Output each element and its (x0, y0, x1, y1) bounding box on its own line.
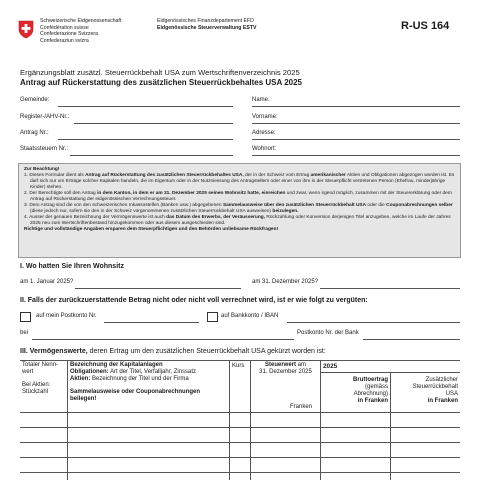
department-name: Eidgenössisches Finanzdepartement EFD (157, 18, 254, 24)
field-line-gemeinde[interactable] (58, 106, 233, 107)
table-row[interactable] (20, 442, 460, 443)
col-zusatz-header: Zusätzlicher Steuerrückbehalt USA in Franken (412, 377, 458, 404)
notice-item-1: 1. Dieses Formular dient als Antrag auf Rückerstattung des zusätzlichen Steuerrückbehaltes USA, der in der Schweiz vom Ertrag amerikanischer Aktien und Obligationen abgezogen worden ist. Es darf sich nur um Erträge solcher Kapitalen handeln, die im Eigentum oder in der Nutzniessung des Antragstellers oder einer von ihm in der Steuerpflicht vertretenen Person (Ehefrau, minderjährige Kinder) stehen. (24, 173, 455, 190)
notice-box (18, 163, 461, 258)
bankkonto-checkbox[interactable] (207, 312, 218, 322)
residence-dec-line[interactable] (320, 288, 460, 289)
section1-heading: I. Wo hatten Sie Ihren Wohnsitz (20, 263, 124, 270)
field-label-staatssteuern: Staatssteuern Nr.: (20, 146, 69, 152)
field-line-staatssteuern[interactable] (70, 155, 233, 156)
field-line-adresse[interactable] (252, 139, 460, 140)
section2-heading: II. Falls der zurückzuerstattende Betrag nicht oder nicht voll verrechnet wird, ist er wie folgt zu vergüten: (20, 297, 368, 304)
form-code: R-US 164 (401, 20, 450, 32)
section3-heading: III. Vermögenswerte, deren Ertrag um den zusätzlichen Steuerrückbehalt USA gekürzt worden ist: (20, 348, 326, 355)
form-title: Antrag auf Rückerstattung des zusätzlichen Steuerrückbehaltes USA 2025 (20, 78, 303, 87)
notice-item-4: 4. Ausser der genauen Bezeichnung der Vermögenswerte ist auch das Datum des Erwerbs, der Veräusserung, Rückzahlung oder Konversion derjenigen Titel anzugeben, welche im Laufe der Jahres 2025 neu zum Wertschriftenbestand hinzugekommen oder aus diesem ausgeschieden sind. (24, 215, 451, 226)
confed-de: Schweizerische Eidgenossenschaft (40, 18, 122, 24)
col-steuerwert-header: Steuerwert am 31. Dezember 2025 (259, 362, 312, 375)
field-label-antrag: Antrag Nr.: (20, 130, 49, 136)
notice-heading: Zur Beachtung! (24, 167, 60, 172)
postkonto-checkbox[interactable] (20, 312, 31, 322)
table-row[interactable] (20, 427, 460, 428)
office-name: Eidgenössische Steuerverwaltung ESTV (157, 24, 257, 31)
field-label-name: Name: (252, 97, 270, 103)
bankkonto-line[interactable] (287, 322, 460, 323)
confed-it: Confederazione Svizzera (40, 31, 98, 38)
col-franken-label: Franken (290, 404, 313, 410)
col-brutto-header: Bruttoertrag (gemäss Abrechnung) in Franken (352, 377, 388, 404)
field-line-vorname[interactable] (252, 123, 460, 124)
field-label-gemeinde: Gemeinde: (20, 97, 50, 103)
swiss-coat-of-arms-icon (18, 20, 34, 39)
table-top-rule (20, 360, 460, 361)
bankkonto-label: auf Bankkonto / IBAN (221, 313, 279, 319)
residence-dec-label: am 31. Dezember 2025? (252, 279, 319, 285)
bank-name-label: bei (20, 330, 29, 336)
table-row[interactable] (20, 457, 460, 458)
residence-jan-label: am 1. Januar 2025? (20, 279, 74, 285)
field-label-register: Register-/AHV-Nr.: (20, 114, 70, 120)
notice-footer: Richtige und vollständige Angaben ersparen dem Steuerpflichtigen und den Behörden unliebsame Rückfragen! (24, 227, 279, 232)
bank-name-line[interactable] (32, 339, 294, 340)
field-label-adresse: Adresse: (252, 130, 276, 136)
confed-fr: Confédération suisse (40, 24, 89, 31)
postkonto-line[interactable] (104, 322, 199, 323)
field-line-name[interactable] (252, 106, 460, 107)
field-line-antrag[interactable] (58, 139, 233, 140)
col-year-header: 2025 (323, 363, 338, 370)
col-description-header: Bezeichnung der Kapitalanlagen Obligationen: Art der Titel, Verfalljahr, Zinssatz Aktien: Bezeichnung der Titel und der Firma Sammelausweise oder Couponabrechnungen beilegen! (70, 362, 201, 402)
table-row[interactable] (20, 472, 460, 473)
bank-postkonto-line[interactable] (363, 339, 460, 340)
residence-jan-line[interactable] (75, 288, 241, 289)
confed-rm: Confederaziun svizra (40, 37, 89, 44)
postkonto-label: auf mein Postkonto Nr. (36, 313, 97, 319)
field-line-wohnort[interactable] (252, 155, 460, 156)
confederation-names (40, 18, 150, 44)
bank-postkonto-label: Postkonto Nr. der Bank (297, 330, 359, 336)
field-line-register[interactable] (74, 123, 233, 124)
notice-item-2: 2. Der Berechtigte soll den Antrag in dem Kanton, in dem er am 31. Dezember 2025 seinen Wohnsitz hatte, einreichen und zwar, wenn irgend möglich, zusammen mit der Steuererklärung oder dem Antrag auf Rückerstattung der eidgenössischen Verrechnungssteuer. (24, 191, 452, 202)
form-subtitle: Ergänzungsblatt zusätzl. Steuerrückbehalt USA zum Wertschriftenverzeichnis 2025 (20, 68, 300, 77)
col-kurs-header: Kurs (232, 363, 245, 369)
col-nominal-header: Totaler Nenn-wert Bei Aktien: Stückzahl (22, 362, 59, 395)
department-block (157, 18, 327, 31)
notice-item-3: 3. Dem Antrag sind die von den schweizerischen Inkassostellen (Banken usw.) abgegebenen Sammelausweise über den zusätzlichen Steuerrückbehalt USA oder die Couponabrechnungen selber (diese jedoch nur, sofern sie den in der Schweiz vorgenommenen zusätzlichen Steuerrückbehalt USA ausweisen) beizulegen. (24, 203, 453, 214)
field-label-vorname: Vorname: (252, 114, 278, 120)
table-header-rule (20, 412, 460, 413)
field-label-wohnort: Wohnort: (252, 146, 277, 152)
